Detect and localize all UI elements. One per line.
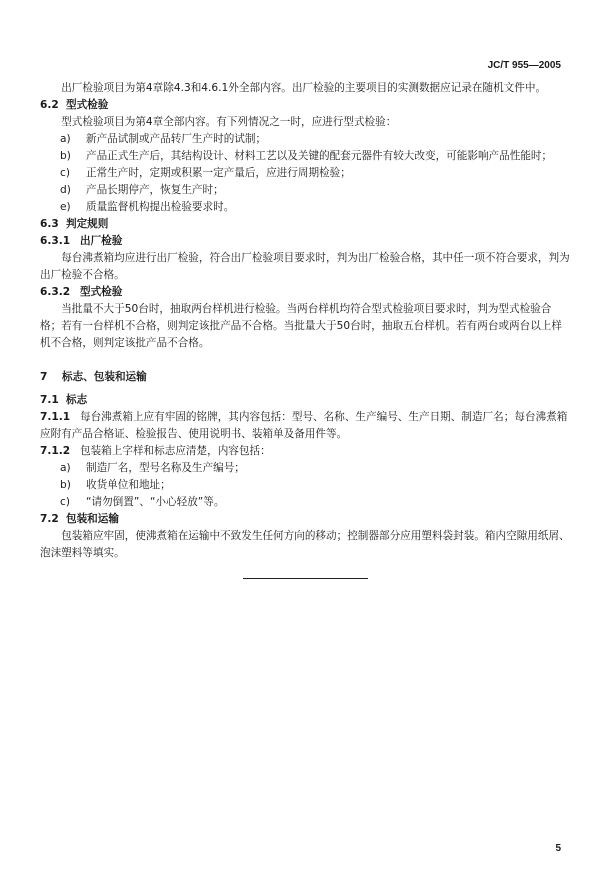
section-number: 6.3.1	[40, 235, 71, 247]
section-7-1-1-paragraph	[40, 409, 570, 443]
section-number: 7.1.1	[40, 411, 71, 423]
section-text: 包装箱上字样和标志应清楚，内容包括：	[80, 445, 271, 457]
section-title: 标志	[66, 394, 88, 406]
section-title: 包装和运输	[66, 513, 119, 525]
section-number: 6.3.2	[40, 286, 71, 298]
section-7-1-heading	[40, 392, 570, 409]
section-6-3-2-heading	[40, 284, 570, 301]
document-body	[40, 80, 570, 579]
end-of-text-rule	[243, 578, 368, 579]
list-text: 制造厂名，型号名称及生产编号；	[86, 462, 245, 474]
list-item	[40, 182, 570, 199]
list-marker: c)	[60, 167, 70, 179]
section-6-3-1-paragraph: 每台沸煮箱均应进行出厂检验，符合出厂检验项目要求时，判为出厂检验合格，其中任一项不符合要求，判为出厂检验不合格。	[40, 252, 570, 281]
section-6-3-2-paragraph: 当批量不大于50台时，抽取两台样机进行检验。当两台样机均符合型式检验项目要求时，判为型式检验合格；若有一台样机不合格，则判定该批产品不合格。当批量大于50台时，抽取五台样机。若有两台或两台以上样机不合格，则判定该批产品不合格。	[40, 303, 562, 349]
list-marker: a)	[60, 133, 71, 145]
section-7-1-2-paragraph	[40, 443, 570, 460]
list-item	[40, 477, 570, 494]
section-6-2-paragraph: 型式检验项目为第4章全部内容。有下列情况之一时，应进行型式检验：	[61, 116, 397, 128]
list-text: “请勿倒置”、“小心轻放”等。	[86, 496, 225, 508]
list-marker: b)	[60, 479, 71, 491]
section-number: 7.1	[40, 394, 59, 406]
intro-paragraph: 出厂检验项目为第4章除4.3和4.6.1外全部内容。出厂检验的主要项目的实测数据应记录在随机文件中。	[61, 82, 547, 94]
section-number: 7.2	[40, 513, 59, 525]
list-item	[40, 460, 570, 477]
section-number: 6.2	[40, 99, 59, 111]
section-title: 标志、包装和运输	[62, 371, 147, 383]
list-text: 质量监督机构提出检验要求时。	[86, 201, 235, 213]
standard-code: JC/T 955—2005	[487, 60, 561, 71]
section-number: 6.3	[40, 218, 59, 230]
list-marker: b)	[60, 150, 71, 162]
list-item	[40, 131, 570, 148]
section-7-heading	[40, 369, 570, 386]
page-number: 5	[555, 843, 561, 854]
list-item	[40, 165, 570, 182]
section-6-3-heading	[40, 216, 570, 233]
section-title: 出厂检验	[80, 235, 123, 247]
list-item	[40, 199, 570, 216]
list-marker: d)	[60, 184, 71, 196]
section-7-2-heading	[40, 511, 570, 528]
list-text: 收货单位和地址；	[86, 479, 171, 491]
list-item	[40, 148, 570, 165]
list-marker: c)	[60, 496, 70, 508]
list-text: 产品正式生产后，其结构设计、材料工艺以及关键的配套元器件有较大改变，可能影响产品性能时；	[86, 150, 553, 162]
section-title: 型式检验	[66, 99, 109, 111]
list-item	[40, 494, 570, 511]
list-marker: a)	[60, 462, 71, 474]
list-text: 正常生产时，定期或积累一定产量后，应进行周期检验；	[86, 167, 351, 179]
list-text: 产品长期停产，恢复生产时；	[86, 184, 224, 196]
section-number: 7.1.2	[40, 445, 71, 457]
section-number: 7	[40, 371, 48, 383]
section-title: 判定规则	[66, 218, 109, 230]
section-6-3-1-heading	[40, 233, 570, 250]
list-marker: e)	[60, 201, 71, 213]
section-7-2-paragraph: 包装箱应牢固，使沸煮箱在运输中不致发生任何方向的移动；控制器部分应用塑料袋封装。箱内空隙用纸屑、泡沫塑料等填实。	[40, 530, 570, 559]
section-6-2-heading	[40, 97, 570, 114]
section-text: 每台沸煮箱上应有牢固的铭牌，其内容包括：型号、名称、生产编号、生产日期、制造厂名；每台沸煮箱应附有产品合格证、检验报告、使用说明书、装箱单及备用件等。	[40, 411, 568, 440]
list-text: 新产品试制或产品转厂生产时的试制；	[86, 133, 267, 145]
section-title: 型式检验	[80, 286, 123, 298]
